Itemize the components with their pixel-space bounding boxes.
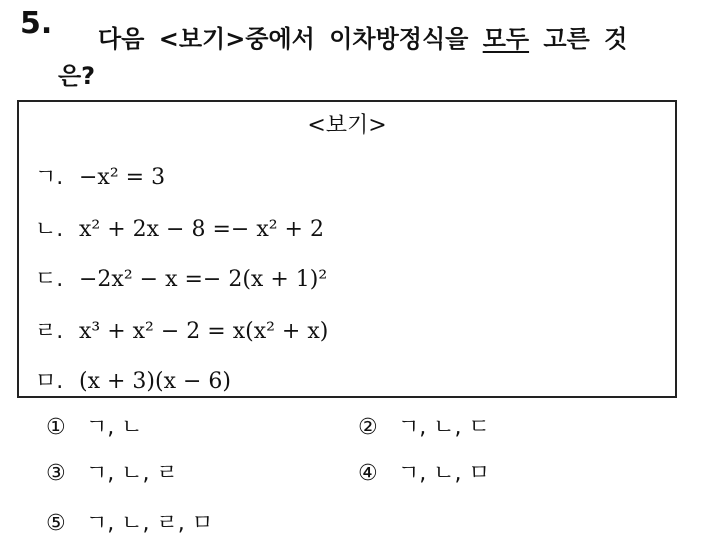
choice-number: ⑤ [46, 511, 66, 536]
question-text-after: 고른 것 [529, 25, 628, 53]
bogi-item-expr: (x + 3)(x − 6) [79, 369, 231, 394]
choice-3[interactable] [46, 456, 178, 487]
choice-text: ㄱ, ㄴ, ㅁ [398, 461, 490, 486]
choice-number: ② [358, 415, 378, 440]
question-text-before: 다음 <보기>중에서 이차방정식을 [98, 25, 483, 53]
question-text [98, 14, 698, 64]
bogi-item-expr: x² + 2x − 8 =− x² + 2 [79, 217, 324, 242]
bogi-item-3 [35, 262, 327, 293]
question-text-line2: 은? [58, 62, 96, 90]
bogi-item-expr: x³ + x² − 2 = x(x² + x) [79, 319, 329, 344]
question-number: 5. [20, 6, 53, 41]
bogi-item-label: ㄷ. [35, 267, 64, 292]
choice-number: ① [46, 415, 66, 440]
bogi-item-1 [35, 160, 165, 191]
choice-number: ④ [358, 461, 378, 486]
question-text-underlined: 모두 [482, 25, 530, 53]
choice-text: ㄱ, ㄴ [86, 415, 143, 440]
bogi-item-label: ㅁ. [35, 369, 64, 394]
bogi-title: <보기> [307, 113, 387, 138]
bogi-item-label: ㄱ. [35, 165, 64, 190]
bogi-item-label: ㄴ. [35, 217, 64, 242]
choice-text: ㄱ, ㄴ, ㄷ [398, 415, 490, 440]
choice-number: ③ [46, 461, 66, 486]
bogi-item-2 [35, 212, 324, 243]
bogi-item-label: ㄹ. [35, 319, 64, 344]
choice-5[interactable] [46, 506, 213, 537]
choice-text: ㄱ, ㄴ, ㄹ [86, 461, 178, 486]
bogi-item-expr: −2x² − x =− 2(x + 1)² [79, 267, 328, 292]
bogi-item-5 [35, 364, 231, 395]
choice-4[interactable] [358, 456, 490, 487]
bogi-item-expr: −x² = 3 [79, 165, 166, 190]
choice-text: ㄱ, ㄴ, ㄹ, ㅁ [86, 511, 213, 536]
bogi-box [17, 100, 677, 398]
choice-2[interactable] [358, 410, 490, 441]
bogi-item-4 [35, 314, 328, 345]
choice-1[interactable] [46, 410, 143, 441]
